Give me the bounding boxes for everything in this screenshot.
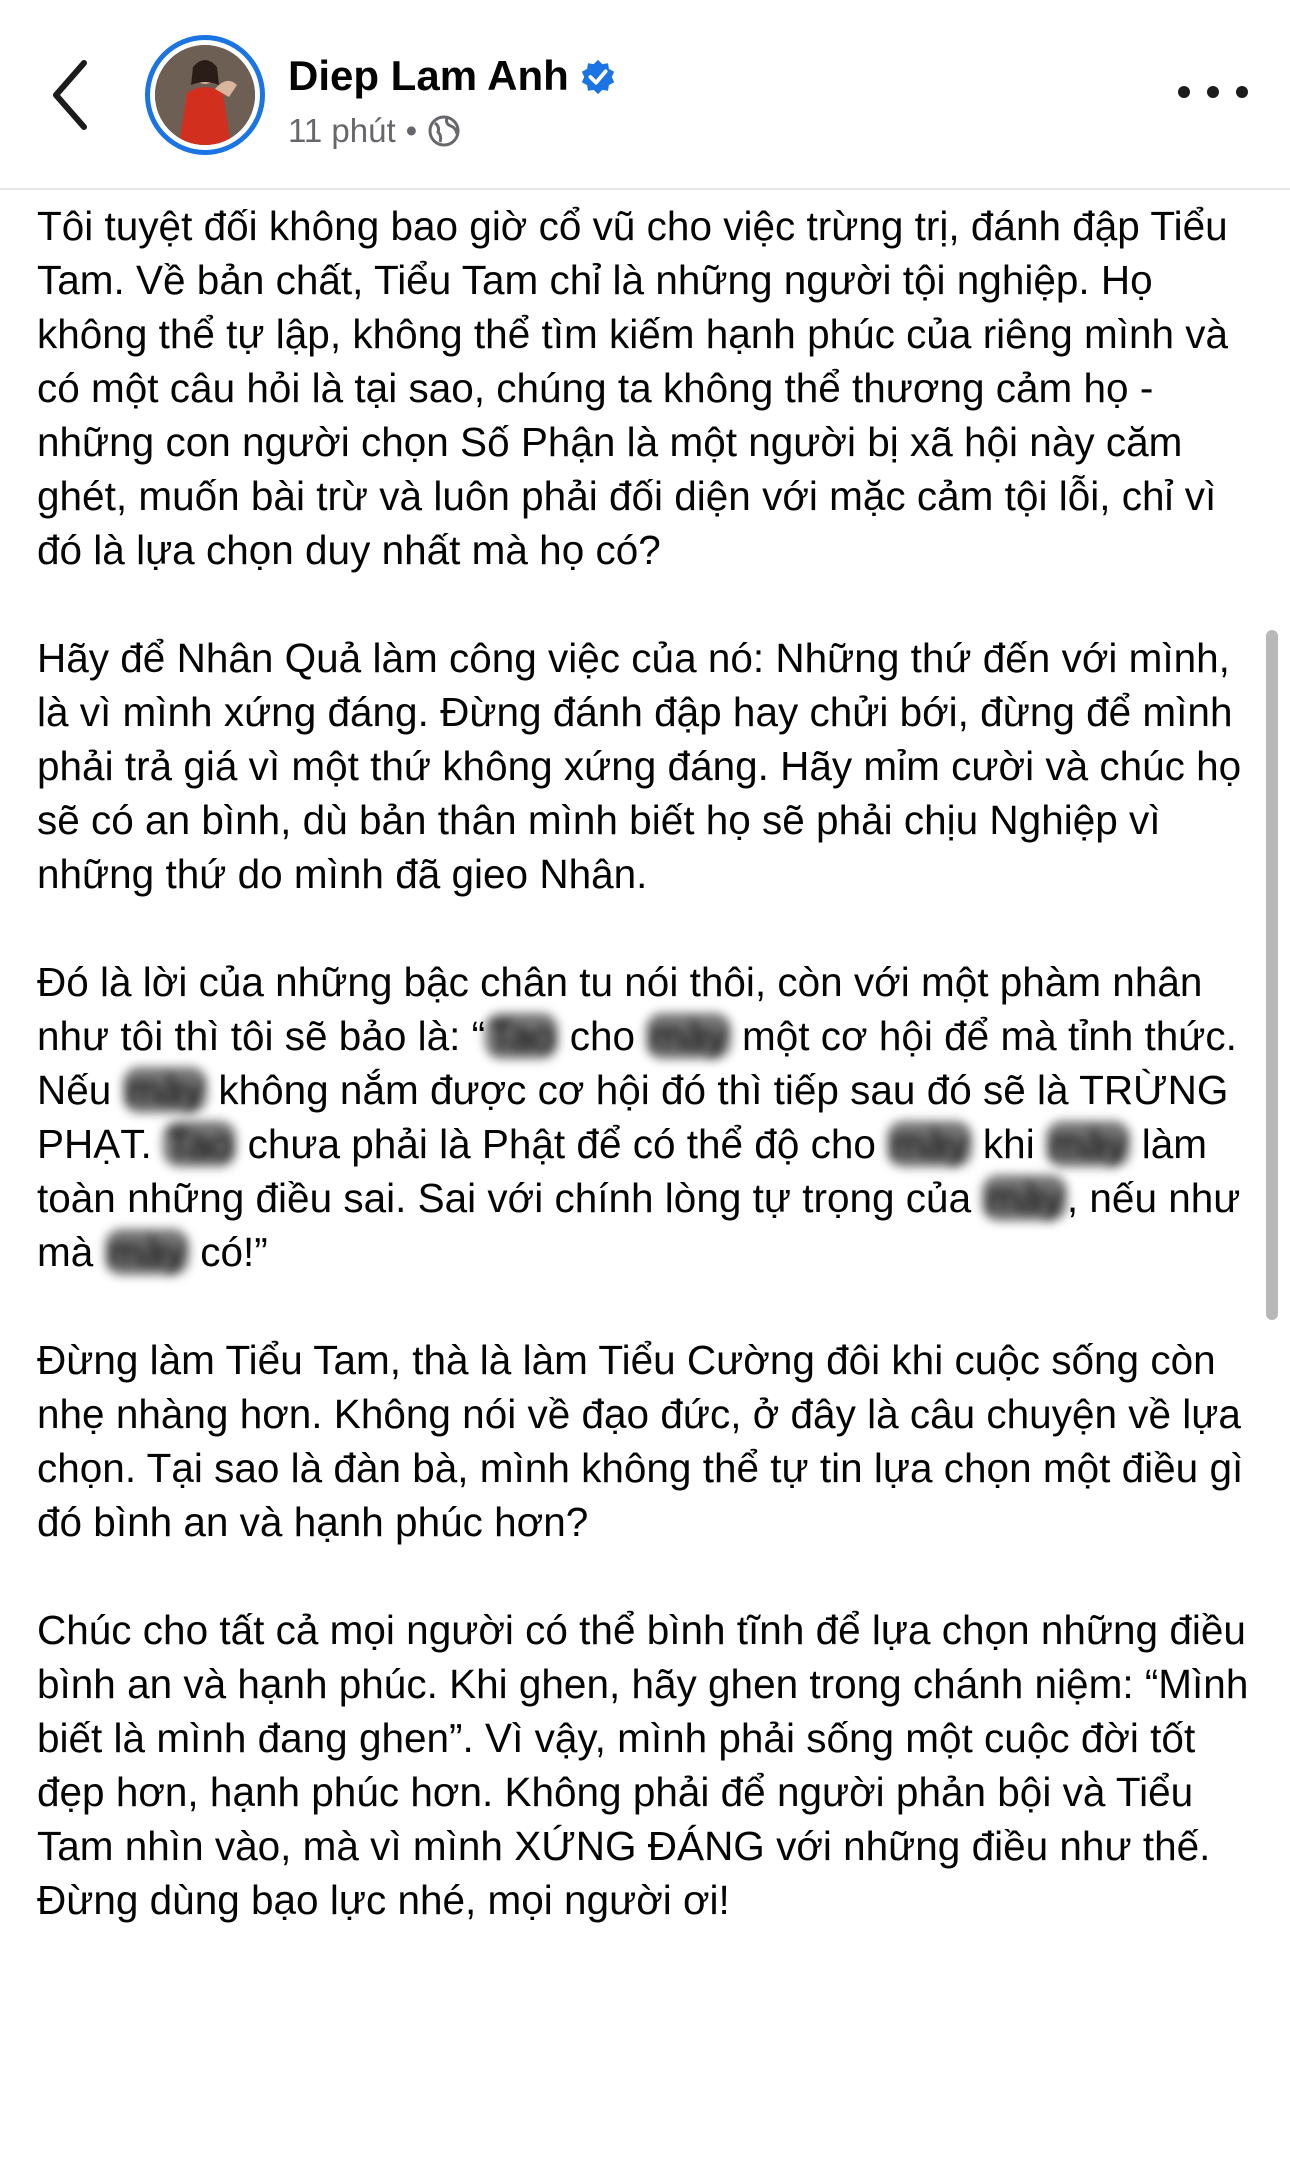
- text-segment: khi: [971, 1121, 1046, 1167]
- post-paragraph-1: Tôi tuyệt đối không bao giờ cổ vũ cho việc trừng trị, đánh đập Tiểu Tam. Về bản chất, Tiểu Tam chỉ là những người tội nghiệp. Họ không thể tự lập, không thể tìm kiếm hạnh phúc của riêng mình và có một câu hỏi là tại sao, chúng ta không thể thương cảm họ - những con người chọn Số Phận là một người bị xã hội này căm ghét, muốn bài trừ và luôn phải đối diện với mặc cảm tội lỗi, chỉ vì đó là lựa chọn duy nhất mà họ có?: [37, 203, 1229, 573]
- post-paragraph-4: Đừng làm Tiểu Tam, thà là làm Tiểu Cường đôi khi cuộc sống còn nhẹ nhàng hơn. Không nói về đạo đức, ở đây là câu chuyện về lựa chọn. Tại sao là đàn bà, mình không thể tự tin lựa chọn một điều gì đó bình an và hạnh phúc hơn?: [37, 1337, 1244, 1545]
- text-segment: Đó là lời của những bậc chân tu nói thôi, còn với một phàm nhân như tôi thì tôi sẽ bảo là: “: [37, 959, 1203, 1059]
- censored-word: Tao: [163, 1121, 236, 1167]
- censored-word: mày: [1046, 1121, 1131, 1167]
- post-header: [0, 0, 1290, 190]
- text-segment: một cơ hội để mà tỉnh thức. Nếu: [37, 1013, 1237, 1113]
- post-paragraph-5: Chúc cho tất cả mọi người có thể bình tĩnh để lựa chọn những điều bình an và hạnh phúc. Khi ghen, hãy ghen trong chánh niệm: “Mình biết là mình đang ghen”. Vì vậy, mình phải sống một cuộc đời tốt đẹp hơn, hạnh phúc hơn. Không phải để người phản bội và Tiểu Tam nhìn vào, mà vì mình XỨNG ĐÁNG với những điều như thế. Đừng dùng bạo lực nhé, mọi người ơi!: [37, 1607, 1249, 1923]
- text-segment: chưa phải là Phật để có thể độ cho: [236, 1121, 888, 1167]
- avatar[interactable]: [145, 35, 265, 155]
- back-button[interactable]: [40, 55, 100, 135]
- text-segment: không nắm được cơ hội đó thì tiếp sau đó sẽ là TRỪNG PHẠT.: [37, 1067, 1229, 1167]
- censored-word: mày: [887, 1121, 972, 1167]
- post-paragraph-3: [37, 955, 1252, 1279]
- more-dot: [1207, 86, 1219, 98]
- censored-word: mày: [123, 1067, 208, 1113]
- author-name[interactable]: [288, 52, 617, 106]
- meta-separator: •: [405, 112, 418, 149]
- post-paragraph-2: Hãy để Nhân Quả làm công việc của nó: Những thứ đến với mình, là vì mình xứng đáng. Đừng đánh đập hay chửi bới, đừng để mình phải trả giá vì một thứ không xứng đáng. Hãy mỉm cười và chúc họ sẽ có an bình, dù bản thân mình biết họ sẽ phải chịu Nghiệp vì những thứ do mình đã gieo Nhân.: [37, 635, 1242, 897]
- text-segment: , nếu như mà: [37, 1175, 1241, 1275]
- globe-icon[interactable]: [427, 114, 461, 148]
- more-dot: [1236, 86, 1248, 98]
- text-segment: cho: [558, 1013, 647, 1059]
- post-meta: [288, 112, 461, 150]
- censored-word: Tao: [485, 1013, 558, 1059]
- more-dot: [1178, 86, 1190, 98]
- scrollbar[interactable]: [1266, 630, 1278, 1320]
- avatar-image: [155, 45, 255, 145]
- post-time[interactable]: 11 phút: [288, 112, 396, 149]
- censored-word: mày: [646, 1013, 731, 1059]
- text-segment: có!”: [189, 1229, 268, 1275]
- text-segment: làm toàn những điều sai. Sai với chính lòng tự trọng của: [37, 1121, 1207, 1221]
- censored-word: mày: [105, 1229, 190, 1275]
- censored-word: mày: [982, 1175, 1067, 1221]
- author-name-text[interactable]: Diep Lam Anh: [288, 52, 569, 99]
- post-body: [37, 130, 1252, 1981]
- more-options-button[interactable]: [1178, 72, 1248, 112]
- chevron-left-icon: [50, 59, 90, 131]
- verified-badge-icon: [579, 58, 617, 106]
